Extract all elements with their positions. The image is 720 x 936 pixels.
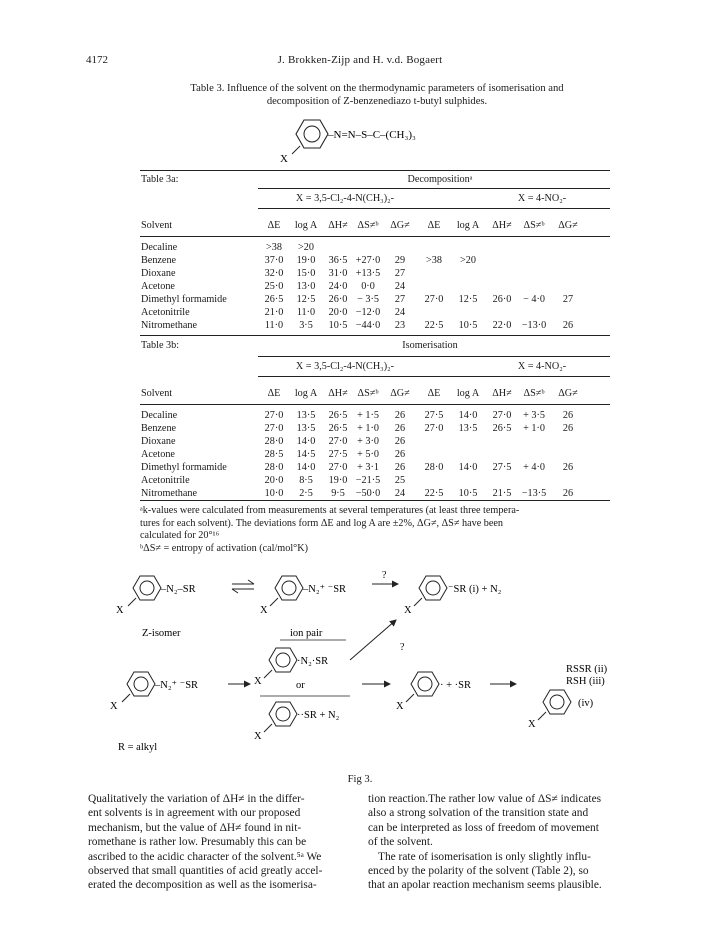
table-3a-title: Decompositionᵃ <box>407 174 473 185</box>
z-isomer-label: Z-isomer <box>142 628 181 639</box>
table-cell: 13·0 <box>296 281 316 292</box>
footnote-line: calculated for 20°¹⁶ <box>140 530 220 541</box>
figure-caption: Fig 3. <box>347 774 373 785</box>
table-cell: −13·0 <box>521 320 547 331</box>
x-label: X <box>110 701 118 712</box>
table-cell: 24·0 <box>328 281 348 292</box>
table-cell: + 3·0 <box>357 436 379 447</box>
table-cell: 14·0 <box>296 462 316 473</box>
table-cell: 19·0 <box>328 475 348 486</box>
table-cell: + 3·1 <box>357 462 379 473</box>
table-cell: 20·0 <box>264 475 284 486</box>
table-3b-group2: X = 4-NO₂- <box>517 361 567 372</box>
table-cell: 14·0 <box>458 462 478 473</box>
question-mark: ? <box>400 642 405 653</box>
ionic-pair-left-structure <box>110 672 198 712</box>
table-cell: 32·0 <box>264 268 284 279</box>
table-cell: + 1·0 <box>357 423 379 434</box>
table-cell: 26·5 <box>264 294 284 305</box>
x-label: X <box>404 605 412 616</box>
table-cell: 26·5 <box>328 410 348 421</box>
aryl-radical-structure <box>396 672 471 712</box>
table-cell: + 5·0 <box>357 449 379 460</box>
product-iv-label: (iv) <box>578 698 594 709</box>
table-cell: 28·0 <box>264 462 284 473</box>
column-header: log A <box>294 388 318 399</box>
table-cell: 10·5 <box>458 488 478 499</box>
table-cell: 26 <box>394 462 406 473</box>
table-cell: 26·0 <box>328 294 348 305</box>
x-label: X <box>396 701 404 712</box>
table-cell: 0·0 <box>361 281 375 292</box>
table-cell: 28·0 <box>424 462 444 473</box>
footnote-line: tures for each solvent). The deviations form ΔE and log A are ±2%, ΔG≠, ΔS≠ have been <box>140 517 503 529</box>
column-header: ΔH≠ <box>328 388 348 399</box>
solvent-cell: Acetonitrile <box>141 475 190 486</box>
table-cell: 37·0 <box>264 255 284 266</box>
product-rsh: RSH (iii) <box>566 676 605 687</box>
table-cell: 26 <box>562 320 574 331</box>
table-cell: 23 <box>394 320 406 331</box>
caption-line: decomposition of Z-benzenediazo t-butyl sulphides. <box>266 96 488 107</box>
thiolate-formula: ⁻SR (i) + N₂ <box>448 584 502 595</box>
table-cell: − 4·0 <box>523 294 545 305</box>
column-header: ΔS≠ᵇ <box>357 220 379 231</box>
table-cell: 21·0 <box>264 307 284 318</box>
body-line: The rate of isomerisation is only slightly influ- <box>378 850 591 863</box>
body-left-column <box>88 792 350 893</box>
x-label: X <box>260 605 268 616</box>
table-cell: + 3·5 <box>523 410 545 421</box>
body-line: romethane is rather low. Presumably this can be <box>88 836 307 849</box>
table-cell: 27·0 <box>492 410 512 421</box>
column-header: ΔG≠ <box>558 220 578 231</box>
column-header: log A <box>294 220 318 231</box>
table-cell: 8·5 <box>299 475 313 486</box>
table-cell: 31·0 <box>328 268 348 279</box>
table-cell: 12·5 <box>458 294 478 305</box>
body-line: also a strong solvation of the transition state and <box>368 807 589 820</box>
r-alkyl-label: R = alkyl <box>118 742 158 753</box>
table-cell: +13·5 <box>355 268 381 279</box>
table-cell: 13·5 <box>296 423 316 434</box>
table-cell: 27·0 <box>264 423 284 434</box>
body-right-column <box>368 792 630 893</box>
table-cell: −44·0 <box>355 320 381 331</box>
table-cell: 12·5 <box>296 294 316 305</box>
thiolate-structure <box>404 576 502 616</box>
ionic-pair-left-formula: –N₂⁺ ⁻SR <box>155 680 199 691</box>
table-cell: 36·5 <box>328 255 348 266</box>
ion-pair-formula: –N₂⁺ ⁻SR <box>303 584 347 595</box>
table-footnotes <box>140 505 612 555</box>
column-header: log A <box>456 388 480 399</box>
table-cell: −21·5 <box>355 475 381 486</box>
body-line: ascribed to the acidic character of the solvent.⁵ᵃ We <box>88 850 322 863</box>
table-cell: 27·0 <box>424 294 444 305</box>
table-cell: 25 <box>394 475 406 486</box>
z-isomer-formula: –N₂–SR <box>161 584 196 595</box>
column-header: ΔS≠ᵇ <box>357 388 379 399</box>
table-cell: 26 <box>562 488 574 499</box>
table-3a-solvent-header: Solvent <box>141 220 173 231</box>
table-cell: 27 <box>394 294 406 305</box>
table-cell: 27·0 <box>424 423 444 434</box>
page-number: 4172 <box>86 54 108 66</box>
column-header: ΔE <box>267 388 281 399</box>
table-3b-group1: X = 3,5-Cl₂-4-N(CH₃)₂- <box>295 361 395 372</box>
reaction-scheme <box>100 568 640 768</box>
structure-chain: –N=N–S–C–(CH₃)₃ <box>328 129 416 141</box>
column-header: ΔG≠ <box>558 388 578 399</box>
column-header: ΔG≠ <box>390 388 410 399</box>
table-cell: 9·5 <box>331 488 345 499</box>
body-line: mechanism, but the value of ΔH≠ found in nit- <box>88 821 302 834</box>
table-cell: 27·0 <box>328 462 348 473</box>
solvent-cell: Nitromethane <box>141 488 198 499</box>
table-cell: + 4·0 <box>523 462 545 473</box>
table-cell: >20 <box>298 242 314 253</box>
table-cell: 25·0 <box>264 281 284 292</box>
x-label: X <box>116 605 124 616</box>
table-cell: 27·5 <box>424 410 444 421</box>
solvent-cell: Benzene <box>141 423 177 434</box>
column-header: ΔH≠ <box>492 388 512 399</box>
radical-lower-formula: ··SR + N₂ <box>297 710 340 721</box>
table-cell: 27·5 <box>328 449 348 460</box>
body-line: ent solvents is in agreement with our proposed <box>88 807 301 820</box>
z-isomer-structure <box>116 576 196 616</box>
table-cell: 24 <box>394 488 406 499</box>
table-cell: 21·5 <box>492 488 512 499</box>
table-caption <box>142 82 612 108</box>
table-cell: >20 <box>460 255 476 266</box>
column-header: ΔS≠ᵇ <box>523 220 545 231</box>
product-rssr: RSSR (ii) <box>566 664 608 675</box>
body-line: enced by the polarity of the solvent (Table 2), so <box>368 865 589 878</box>
product-iv-structure <box>528 690 594 730</box>
column-header: ΔE <box>267 220 281 231</box>
table-cell: 24 <box>394 281 406 292</box>
table-cell: 26 <box>562 423 574 434</box>
table-cell: 26·0 <box>492 294 512 305</box>
radical-pair-formula: ·N₂·SR <box>297 656 329 667</box>
table-cell: 26 <box>562 462 574 473</box>
table-3b-title: Isomerisation <box>402 340 458 351</box>
table-cell: 13·5 <box>296 410 316 421</box>
footnote-line: ᵃk-values were calculated from measurements at several temperatures (at least three tempera- <box>140 505 520 516</box>
benzene-ring-icon <box>296 120 328 148</box>
table-cell: 2·5 <box>299 488 313 499</box>
table-cell: 13·5 <box>458 423 478 434</box>
table-cell: 26 <box>394 436 406 447</box>
table-cell: 26 <box>394 449 406 460</box>
column-header: ΔE <box>427 220 441 231</box>
table-cell: − 3·5 <box>357 294 379 305</box>
table-cell: 28·5 <box>264 449 284 460</box>
table-cell: + 1·0 <box>523 423 545 434</box>
solvent-cell: Dimethyl formamide <box>141 462 227 473</box>
table-cell: 11·0 <box>264 320 284 331</box>
table-cell: 27·5 <box>492 462 512 473</box>
table-cell: 26·5 <box>492 423 512 434</box>
table-cell: 26·5 <box>328 423 348 434</box>
table-cell: 24 <box>394 307 406 318</box>
table-cell: 27 <box>562 294 574 305</box>
table-cell: −13·5 <box>521 488 547 499</box>
table-cell: 26 <box>394 410 406 421</box>
solvent-cell: Decaline <box>141 242 178 253</box>
ion-pair-label: ion pair <box>290 628 323 639</box>
table-cell: 11·0 <box>296 307 316 318</box>
structure-drawing <box>270 116 500 164</box>
table-cell: 22·5 <box>424 488 444 499</box>
solvent-cell: Acetonitrile <box>141 307 190 318</box>
table-cell: 27 <box>394 268 406 279</box>
body-line: erated the decomposition as well as the isomerisa- <box>88 879 317 892</box>
table-cell: 28·0 <box>264 436 284 447</box>
body-line: Qualitatively the variation of ΔH≠ in the differ- <box>88 793 305 805</box>
or-label: or <box>296 680 305 691</box>
table-cell: 14·5 <box>296 449 316 460</box>
body-line: tion reaction.The rather low value of ΔS≠ indicates <box>368 793 602 805</box>
table-cell: −12·0 <box>355 307 381 318</box>
table-cell: + 1·5 <box>357 410 379 421</box>
footnote-line: ᵇΔS≠ = entropy of activation (cal/mol°K) <box>140 542 308 554</box>
table-cell: −50·0 <box>355 488 381 499</box>
solvent-cell: Dioxane <box>141 268 176 279</box>
table-cell: 19·0 <box>296 255 316 266</box>
column-header: ΔG≠ <box>390 220 410 231</box>
table-cell: 3·5 <box>299 320 313 331</box>
solvent-cell: Dioxane <box>141 436 176 447</box>
column-header: ΔE <box>427 388 441 399</box>
table-cell: 10·0 <box>264 488 284 499</box>
table-cell: 10·5 <box>458 320 478 331</box>
body-line: that an apolar reaction mechanism seems plausible. <box>368 879 602 892</box>
table-cell: 29 <box>394 255 406 266</box>
x-label: X <box>254 731 262 742</box>
table-cell: 20·0 <box>328 307 348 318</box>
solvent-cell: Acetone <box>141 449 175 460</box>
table-cell: 26 <box>394 423 406 434</box>
x-label: X <box>528 719 536 730</box>
solvent-cell: Dimethyl formamide <box>141 294 227 305</box>
table-cell: >38 <box>266 242 282 253</box>
body-line: can be interpreted as loss of freedom of movement <box>368 821 599 834</box>
body-line: of the solvent. <box>368 836 433 849</box>
table-3a-group1: X = 3,5-Cl₂-4-N(CH₃)₂- <box>295 193 395 204</box>
table-3b-label: Table 3b: <box>141 340 180 351</box>
table-cell: 14·0 <box>296 436 316 447</box>
table-cell: 27·0 <box>264 410 284 421</box>
solvent-cell: Nitromethane <box>141 320 198 331</box>
table-cell: 10·5 <box>328 320 348 331</box>
table-cell: 22·0 <box>492 320 512 331</box>
question-mark: ? <box>382 570 387 581</box>
column-header: ΔH≠ <box>328 220 348 231</box>
table-cell: 26 <box>562 410 574 421</box>
table-cell: +27·0 <box>355 255 381 266</box>
ion-pair-structure <box>260 576 346 616</box>
substituent-label: X <box>280 153 288 164</box>
solvent-cell: Decaline <box>141 410 178 421</box>
radical-pair-structure <box>254 648 328 687</box>
solvent-cell: Acetone <box>141 281 175 292</box>
table-cell: 22·5 <box>424 320 444 331</box>
running-title: J. Brokken-Zijp and H. v.d. Bogaert <box>277 54 443 66</box>
column-header: log A <box>456 220 480 231</box>
table-3a-label: Table 3a: <box>141 174 179 185</box>
radical-lower-structure <box>254 702 340 742</box>
body-line: observed that small quantities of acid greatly accel- <box>88 865 323 878</box>
caption-line: Table 3. Influence of the solvent on the thermodynamic parameters of isomerisation and <box>190 83 564 94</box>
column-header: ΔH≠ <box>492 220 512 231</box>
column-header: ΔS≠ᵇ <box>523 388 545 399</box>
x-label: X <box>254 676 262 687</box>
table-cell: 27·0 <box>328 436 348 447</box>
table-3a-group2: X = 4-NO₂- <box>517 193 567 204</box>
table-cell: 14·0 <box>458 410 478 421</box>
table-cell: >38 <box>426 255 442 266</box>
aryl-radical-formula: · + ·SR <box>440 680 472 691</box>
table-cell: 15·0 <box>296 268 316 279</box>
table-3b-solvent-header: Solvent <box>141 388 173 399</box>
solvent-cell: Benzene <box>141 255 177 266</box>
